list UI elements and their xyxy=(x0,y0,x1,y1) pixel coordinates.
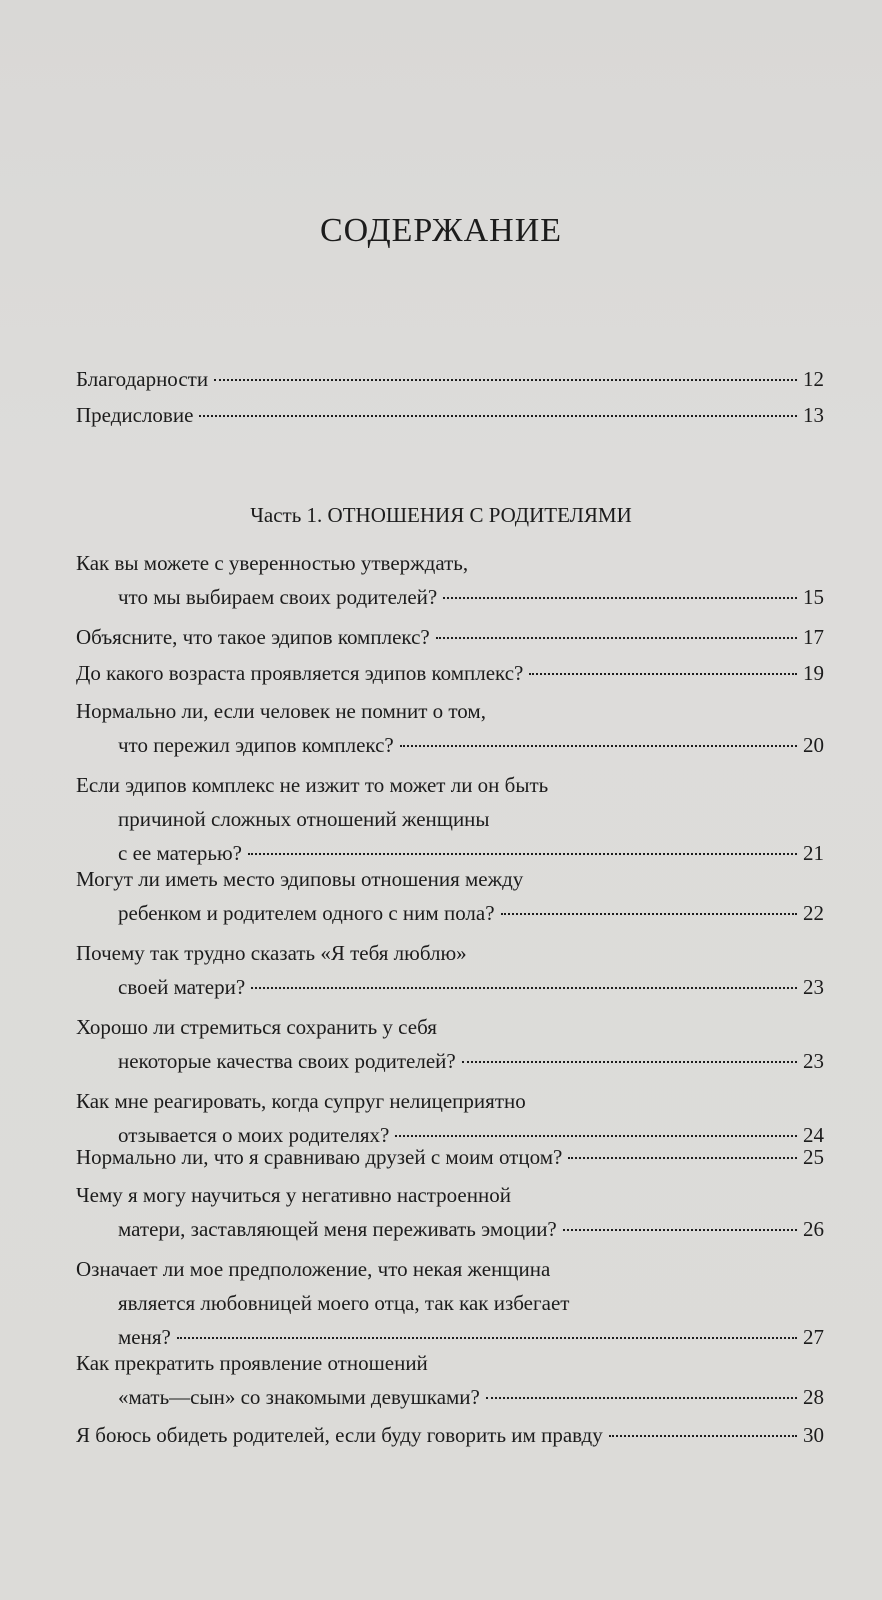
dot-leader xyxy=(436,637,797,639)
dot-leader xyxy=(609,1435,797,1437)
page-number: 12 xyxy=(803,367,824,391)
dot-leader xyxy=(395,1135,797,1137)
dot-leader xyxy=(248,853,797,855)
toc-entry xyxy=(76,546,824,614)
toc-entry-text: Могут ли иметь место эдиповы отношения между xyxy=(76,867,524,891)
toc-entry-text: Хорошо ли стремиться сохранить у себя xyxy=(76,1015,437,1039)
toc-entry xyxy=(76,1140,824,1174)
page-number: 23 xyxy=(803,975,824,999)
dot-leader xyxy=(199,415,797,417)
dot-leader xyxy=(501,913,797,915)
toc-entry-text: отзывается о моих родителях? xyxy=(118,1123,390,1147)
toc-entry xyxy=(76,768,824,870)
toc-entry-text: что пережил эдипов комплекс? xyxy=(118,733,394,757)
dot-leader xyxy=(443,597,797,599)
dot-leader xyxy=(529,673,797,675)
toc-entry xyxy=(76,1346,824,1414)
toc-entry xyxy=(76,656,824,690)
toc-entry-text: меня? xyxy=(118,1325,171,1349)
toc-entry-text: с ее матерью? xyxy=(118,841,242,865)
dot-leader xyxy=(486,1397,797,1399)
toc-entry-text: Предисловие xyxy=(76,403,194,427)
toc-entry-text: Нормально ли, если человек не помнит о том, xyxy=(76,699,486,723)
dot-leader xyxy=(400,745,797,747)
toc-entry xyxy=(76,620,824,654)
dot-leader xyxy=(251,987,797,989)
toc-entry xyxy=(76,398,824,432)
part-heading: Часть 1. ОТНОШЕНИЯ С РОДИТЕЛЯМИ xyxy=(250,503,632,527)
toc-entry-text: Я боюсь обидеть родителей, если буду говорить им правду xyxy=(76,1423,603,1447)
toc-entry-text: Как мне реагировать, когда супруг нелицеприятно xyxy=(76,1089,526,1113)
toc-entry-text: что мы выбираем своих родителей? xyxy=(118,585,438,609)
page-number: 27 xyxy=(803,1325,824,1349)
toc-entry-text: своей матери? xyxy=(118,975,246,999)
toc-entry xyxy=(76,1010,824,1078)
toc-entry xyxy=(76,936,824,1004)
page-number: 25 xyxy=(803,1145,824,1169)
toc-entry-text: Нормально ли, что я сравниваю друзей с моим отцом? xyxy=(76,1145,563,1169)
page-number: 23 xyxy=(803,1049,824,1073)
toc-entry-text: матери, заставляющей меня переживать эмоции? xyxy=(118,1217,557,1241)
toc-entry-text: «мать—сын» со знакомыми девушками? xyxy=(118,1385,480,1409)
page-number: 20 xyxy=(803,733,824,757)
page-number: 22 xyxy=(803,901,824,925)
toc-entry xyxy=(76,862,824,930)
toc-entry-text: Благодарности xyxy=(76,367,209,391)
toc-entry-text: До какого возраста проявляется эдипов комплекс? xyxy=(76,661,524,685)
dot-leader xyxy=(568,1157,797,1159)
toc-entry-text: Почему так трудно сказать «Я тебя люблю» xyxy=(76,941,467,965)
toc-title: СОДЕРЖАНИЕ xyxy=(319,212,563,249)
page-number: 24 xyxy=(803,1123,824,1147)
page-number: 30 xyxy=(803,1423,824,1447)
page-number: 13 xyxy=(803,403,824,427)
toc-entry xyxy=(76,694,824,762)
dot-leader xyxy=(462,1061,797,1063)
toc-entry xyxy=(76,1178,824,1246)
toc-entry-text: Как вы можете с уверенностью утверждать, xyxy=(76,551,469,575)
page-number: 26 xyxy=(803,1217,824,1241)
toc-entry-text: является любовницей моего отца, так как избегает xyxy=(118,1291,570,1315)
toc-entry-text: причиной сложных отношений женщины xyxy=(118,807,490,831)
dot-leader xyxy=(177,1337,797,1339)
toc-entry xyxy=(76,1252,824,1354)
dot-leader xyxy=(214,379,797,381)
toc-entry-text: ребенком и родителем одного с ним пола? xyxy=(118,901,495,925)
page-number: 21 xyxy=(803,841,824,865)
toc-entry xyxy=(76,362,824,396)
page-number: 15 xyxy=(803,585,824,609)
toc-entry-text: некоторые качества своих родителей? xyxy=(118,1049,456,1073)
toc-entry xyxy=(76,1418,824,1452)
page-number: 28 xyxy=(803,1385,824,1409)
toc-entry-text: Означает ли мое предположение, что некая женщина xyxy=(76,1257,551,1281)
toc-entry-text: Как прекратить проявление отношений xyxy=(76,1351,428,1375)
dot-leader xyxy=(563,1229,797,1231)
page-number: 19 xyxy=(803,661,824,685)
toc-entry-text: Объясните, что такое эдипов комплекс? xyxy=(76,625,430,649)
page-number: 17 xyxy=(803,625,824,649)
toc-entry-text: Если эдипов комплекс не изжит то может ли он быть xyxy=(76,773,549,797)
toc-entry-text: Чему я могу научиться у негативно настроенной xyxy=(76,1183,511,1207)
